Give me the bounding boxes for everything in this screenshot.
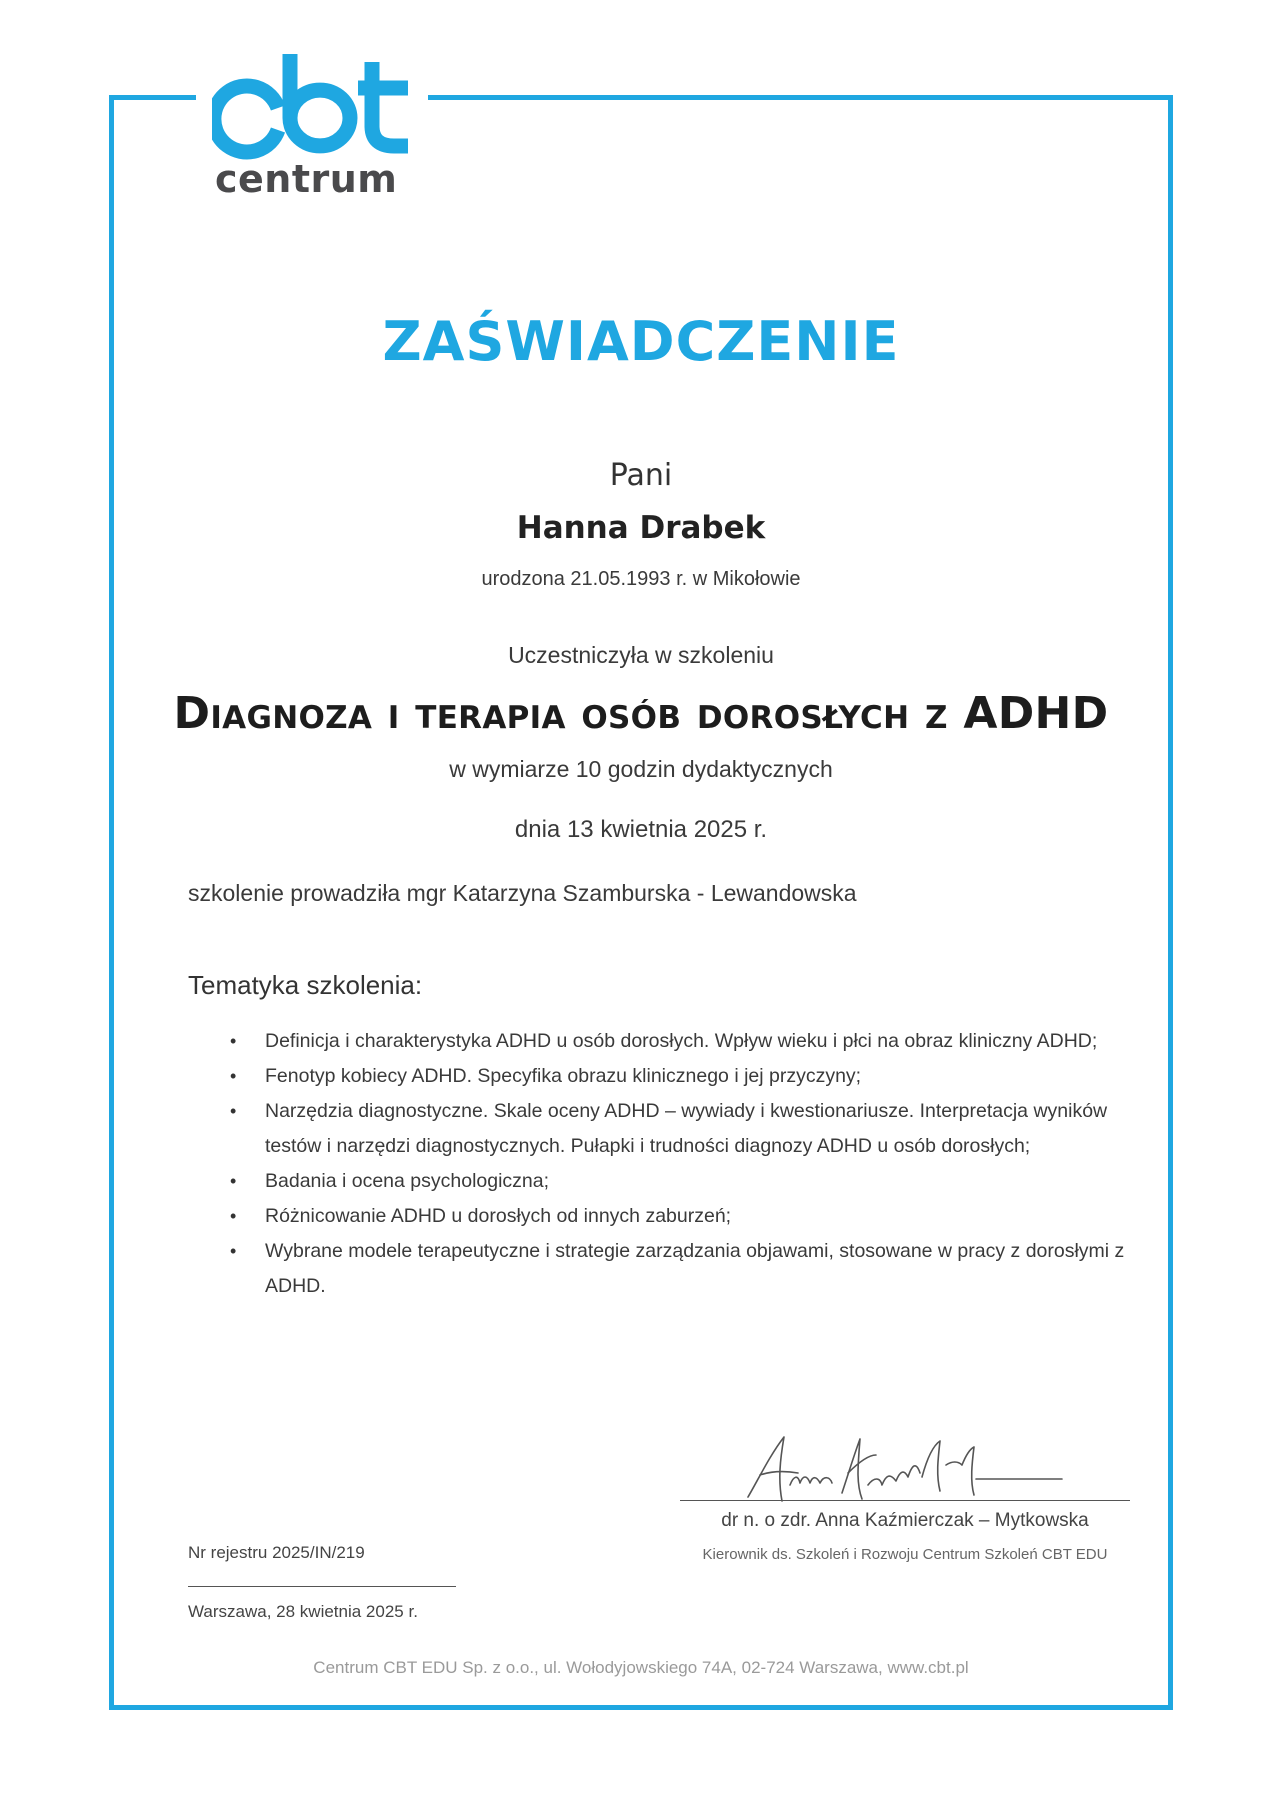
topic-item: • Fenotyp kobiecy ADHD. Specyfika obrazu klinicznego i jej przyczyny; xyxy=(265,1059,1125,1094)
trainer-info: szkolenie prowadziła mgr Katarzyna Szamburska - Lewandowska xyxy=(188,880,857,906)
signature-line xyxy=(680,1500,1130,1501)
topic-item: • Różnicowanie ADHD u dorosłych od innych zaburzeń; xyxy=(265,1199,1125,1234)
recipient-name: Hanna Drabek xyxy=(516,510,766,546)
topic-item: • Badania i ocena psychologiczna; xyxy=(265,1164,1125,1199)
handwritten-signature xyxy=(740,1425,1070,1515)
registry-number: Nr rejestru 2025/IN/219 xyxy=(188,1543,365,1562)
footer-address: Centrum CBT EDU Sp. z o.o., ul. Wołodyjowskiego 74A, 02-724 Warszawa, www.cbt.pl xyxy=(313,1658,969,1677)
birth-info: urodzona 21.05.1993 r. w Mikołowie xyxy=(481,568,801,590)
salutation: Pani xyxy=(609,458,673,493)
topics-list xyxy=(230,1024,1125,1304)
course-hours: w wymiarze 10 godzin dydaktycznych xyxy=(449,756,833,782)
place-date-line xyxy=(188,1586,456,1587)
topic-item: • Definicja i charakterystyka ADHD u osób dorosłych. Wpływ wieku i płci na obraz kliniczny ADHD; xyxy=(265,1024,1125,1059)
signer-role: Kierownik ds. Szkoleń i Rozwoju Centrum Szkoleń CBT EDU xyxy=(702,1546,1108,1563)
cbt-logo-mark xyxy=(212,52,412,162)
topic-item: • Narzędzia diagnostyczne. Skale oceny ADHD – wywiady i kwestionariusze. Interpretacja wyników testów i narzędzi diagnostycznych. Pułapki i trudności diagnozy ADHD u osób dorosłych; xyxy=(265,1094,1125,1164)
cbt-centrum-logo xyxy=(212,52,412,202)
topic-item: • Wybrane modele terapeutyczne i strategie zarządzania objawami, stosowane w pracy z dorosłymi z ADHD. xyxy=(265,1234,1125,1304)
signer-name: dr n. o zdr. Anna Kaźmierczak – Mytkowska xyxy=(721,1510,1089,1531)
logo-wordmark: centrum xyxy=(215,157,398,201)
topics-heading: Tematyka szkolenia: xyxy=(188,970,423,1000)
place-and-date: Warszawa, 28 kwietnia 2025 r. xyxy=(188,1602,418,1621)
course-date: dnia 13 kwietnia 2025 r. xyxy=(514,816,768,843)
certificate-title: ZAŚWIADCZENIE xyxy=(382,310,900,373)
course-title: Diagnoza i terapia osób dorosłych z ADHD xyxy=(173,688,1109,739)
participation-text: Uczestniczyła w szkoleniu xyxy=(508,642,774,668)
